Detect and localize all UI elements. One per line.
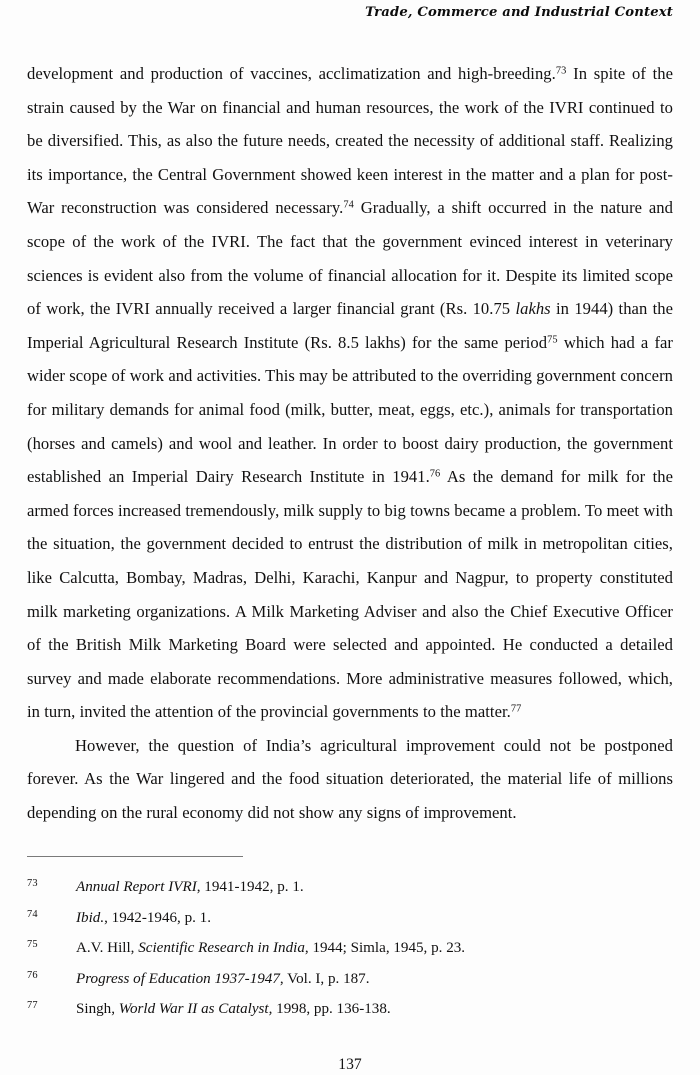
footnote-number-74: 74: [27, 908, 38, 920]
footnote-list: [27, 872, 673, 1025]
text-run: which had a far wider scope of work and activities. This may be attributed to the overriding government concern for military demands for animal food (milk, butter, meat, eggs, etc.), animals for transportation (horses and camels) and wool and leather. In order to boost dairy production, the government established an Imperial Dairy Research Institute in 1941.: [27, 332, 673, 487]
footnote-text: [76, 1001, 391, 1017]
footnote-74: [27, 903, 673, 933]
paragraph-1: [27, 57, 673, 729]
running-header: Trade, Commerce and Industrial Context: [365, 5, 673, 20]
text-run: In spite of the strain caused by the War on financial and human resources, the work of the IVRI continued to be diversified. This, as also the future needs, created the necessity of additional staff. Realizing its importance, the Central Government showed keen interest in the matter and a plan for post-War reconstruction was considered necessary.: [27, 64, 673, 218]
text-run: in 1944) than the Imperial Agricultural Research Institute (Rs. 8.5 lakhs) for the same period: [27, 299, 673, 352]
footnote-text: [76, 879, 304, 895]
footnote-separator-rule: [27, 856, 243, 857]
text-run: Gradually, a shift occurred in the nature and scope of the work of the IVRI. The fact that the government evinced interest in veterinary sciences is evident also from the volume of financial allocation for it. Despite its limited scope of work, the IVRI annually received a larger financial grant (Rs. 10.75: [27, 198, 673, 319]
footnote-number-76: 76: [27, 969, 38, 981]
text-run: development and production of vaccines, acclimatization and high-breeding.: [27, 64, 556, 83]
footnote-reference-76[interactable]: 76: [429, 468, 441, 480]
footnote-reference-74[interactable]: 74: [343, 199, 354, 211]
text-run: , 1941-1942, p. 1.: [196, 879, 304, 895]
footnote-number-75: 75: [27, 939, 38, 951]
footnote-text: [76, 940, 465, 956]
text-run: 1998, pp. 136-138.: [272, 1001, 391, 1018]
italic-text: World War II as Catalyst,: [118, 1001, 273, 1018]
paragraph-2: [27, 729, 673, 830]
text-run: However, the question of India’s agricultural improvement could not be postponed forever. As the War lingered and the food situation deteriorated, the material life of millions depending on the rural economy did not show any signs of improvement.: [27, 735, 673, 823]
footnote-reference-73[interactable]: 73: [555, 65, 567, 77]
footnote-76: [27, 964, 673, 994]
footnote-number-77: 77: [27, 1000, 38, 1012]
footnote-75: [27, 933, 673, 963]
text-run: As the demand for milk for the armed forces increased tremendously, milk supply to big towns became a problem. To meet with the situation, the government decided to entrust the distribution of milk in metropolitan cities, like Calcutta, Bombay, Madras, Delhi, Karachi, Kanpur and Nagpur, to property constituted milk marketing organizations. A Milk Marketing Adviser and also the Chief Executive Officer of the British Milk Marketing Board were selected and appointed. He conducted a detailed survey and made elaborate recommendations. More administrative measures followed, which, in turn, invited the attention of the provincial governments to the matter.: [27, 467, 673, 722]
italic-text: Annual Report IVRI: [76, 879, 197, 895]
footnote-text: [76, 910, 211, 926]
italic-text: lakhs: [515, 299, 551, 319]
text-run: , 1942-1946, p. 1.: [104, 909, 212, 926]
text-run: A.V. Hill,: [76, 940, 139, 957]
footnote-number-73: 73: [27, 878, 38, 889]
footnote-reference-75[interactable]: 75: [547, 334, 558, 346]
footnote-text: [76, 971, 370, 987]
body-text-block: [27, 57, 673, 830]
footnote-reference-77[interactable]: 77: [510, 703, 522, 715]
italic-text: Progress of Education 1937-1947: [76, 970, 280, 987]
footnote-73: [27, 872, 673, 902]
text-run: Singh,: [76, 1001, 119, 1018]
italic-text: Scientific Research in India: [138, 940, 305, 957]
text-run: , Vol. I, p. 187.: [279, 970, 370, 987]
italic-text: Ibid.: [76, 909, 105, 926]
text-run: , 1944; Simla, 1945, p. 23.: [304, 940, 466, 957]
footnote-77: [27, 994, 673, 1024]
page-number: 137: [338, 1056, 362, 1073]
